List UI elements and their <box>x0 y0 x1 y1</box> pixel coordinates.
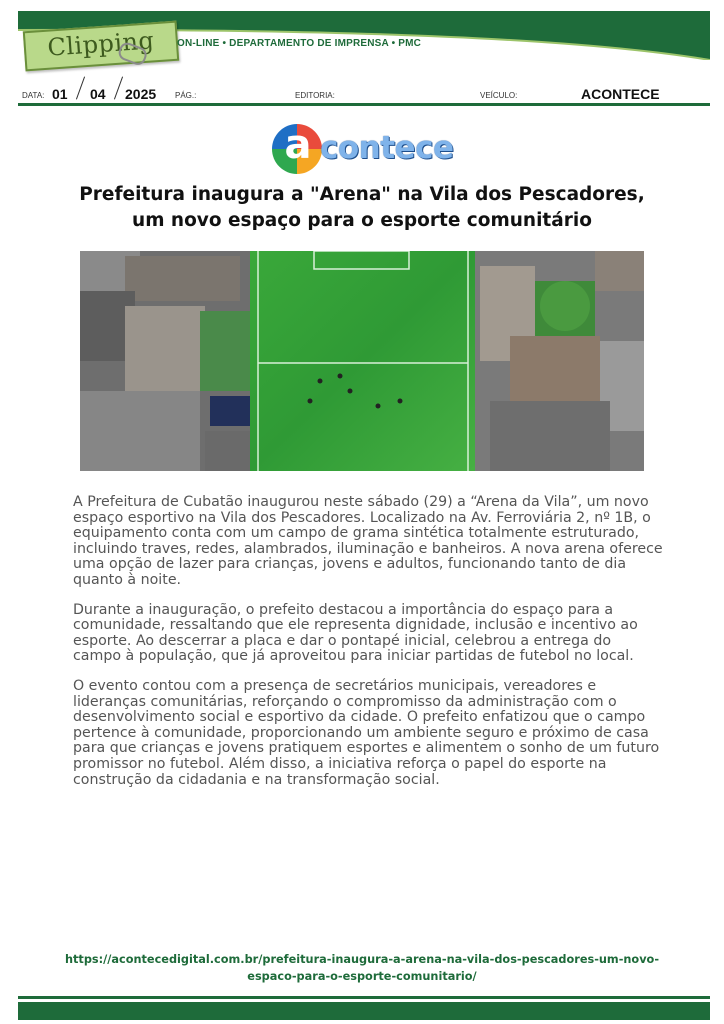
date-month: 04 <box>90 86 106 102</box>
article-paragraph: Durante a inauguração, o prefeito destacou a importância do espaço para a comunidade, ressaltando que ele representa dignidade, inclusão e incentivo ao esporte. Ao descerrar a placa e dar o pontapé inicial, celebrou a entrega do campo à população, que já aproveitou para iniciar partidas de futebol no local. <box>73 601 638 665</box>
acontece-logo <box>272 124 454 174</box>
footer-thin-line <box>18 996 710 999</box>
logo-word: contece <box>320 130 454 166</box>
veiculo-label: VEÍCULO: <box>480 91 518 100</box>
department-label: ON-LINE • DEPARTAMENTO DE IMPRENSA • PMC <box>177 38 422 49</box>
source-url-line[interactable]: https://acontecedigital.com.br/prefeitura-inaugura-a-arena-na-vila-dos-pescadores-um-novo- <box>64 953 660 966</box>
data-label: DATA: <box>22 91 45 100</box>
clipping-badge-text: Clipping <box>46 26 156 62</box>
date-year: 2025 <box>125 86 157 102</box>
date-separator <box>76 77 85 100</box>
logo-letter: a <box>284 122 312 168</box>
pag-label: PÁG.: <box>175 91 197 100</box>
veiculo-value: ACONTECE <box>581 86 660 102</box>
article-photo <box>80 251 644 471</box>
meta-divider <box>18 103 710 106</box>
date-separator <box>114 77 123 100</box>
editoria-label: EDITORIA: <box>295 91 335 100</box>
source-url[interactable] <box>40 951 684 985</box>
aerial-field-illustration <box>80 251 644 471</box>
source-url-line[interactable]: espaco-para-o-esporte-comunitario/ <box>247 970 477 983</box>
date-day: 01 <box>52 86 68 102</box>
article-paragraph: A Prefeitura de Cubatão inaugurou neste sábado (29) a “Arena da Vila”, um novo espaço esportivo na Vila dos Pescadores. Localizado na Av. Ferroviária 2, nº 1B, o equipamento conta com um campo de grama sintética totalmente estruturado, incluindo traves, redes, alambrados, iluminação e banheiros. A nova arena oferece uma opção de lazer para crianças, jovens e adultos, funcionando tanto de dia quanto à noite. <box>73 494 663 588</box>
article-paragraph: O evento contou com a presença de secretários municipais, vereadores e lideranças comunitárias, reforçando o compromisso da administração com o desenvolvimento social e esportivo da cidade. O prefeito enfatizou que o campo pertence à comunidade, proporcionando um ambiente seguro e próximo de casa para que crianças e jovens pratiquem esportes e alimentem o sonho de um futuro promissor no futebol. Além disso, a iniciativa reforça o papel do esporte na construção da cidadania e na transformação social. <box>73 677 660 788</box>
article-title: Prefeitura inaugura a "Arena" na Vila dos Pescadores, um novo espaço para o esporte comunitário <box>79 184 645 231</box>
article-body <box>73 495 663 802</box>
footer-bar <box>18 1002 710 1020</box>
